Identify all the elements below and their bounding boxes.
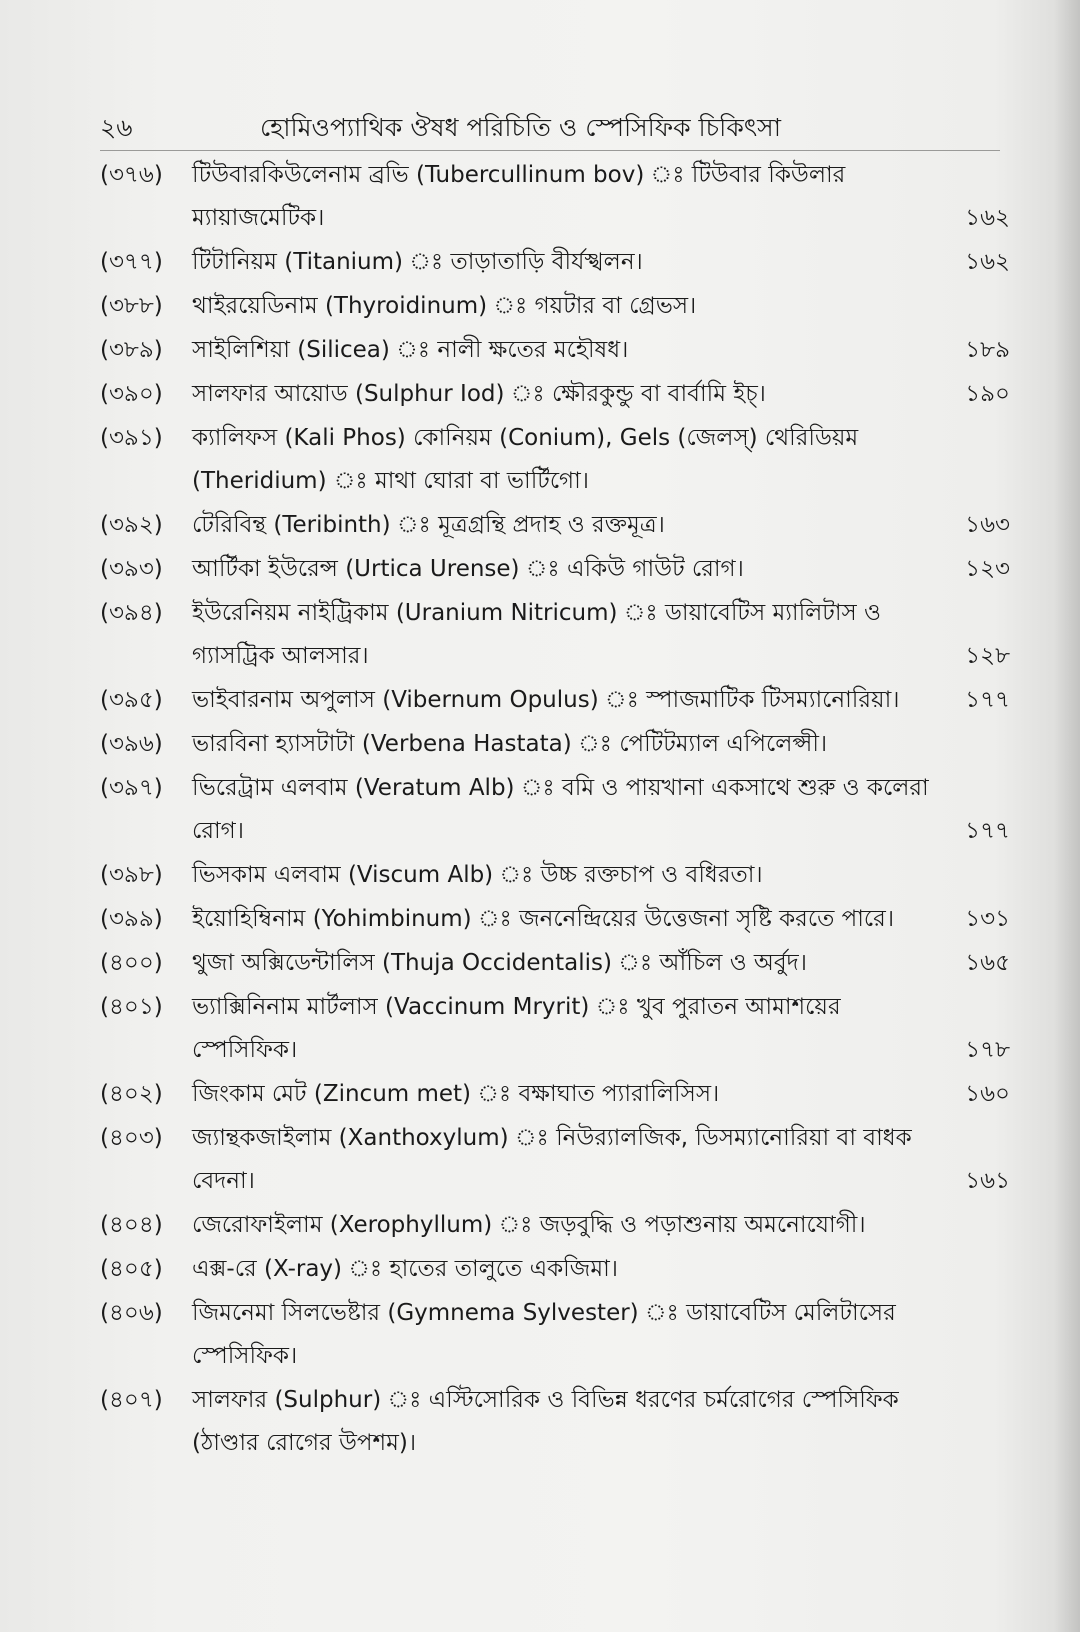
entry-body — [192, 1117, 1010, 1203]
entry-text: টিটানিয়ম (Titanium) ঃ তাড়াতাড়ি বীর্যস্খলন। — [192, 249, 643, 275]
entry-text: ভ্যাক্সিনিনাম মার্টলাস (Vaccinum Mryrit) ঃ খুব পুরাতন আমাশয়ের — [192, 994, 841, 1020]
entry-line — [192, 854, 1010, 897]
entry-body — [192, 241, 1010, 284]
entry-body — [192, 417, 1010, 503]
page-reference: ১৬৫ — [965, 950, 1010, 976]
entry-text: টিউবারকিউলেনাম ব্রভি (Tubercullinum bov) ঃ টিউবার কিউলার — [192, 162, 846, 188]
page-reference: ১৮৯ — [965, 337, 1010, 363]
entry-body — [192, 592, 1010, 678]
entry-line — [192, 548, 1010, 591]
entry-text: স্পেসিফিক। — [192, 1343, 298, 1369]
remedy-entry — [100, 285, 1010, 328]
entry-line — [192, 154, 1010, 197]
entry-line — [192, 1292, 1010, 1335]
page-reference: ১৬৩ — [965, 512, 1010, 538]
entry-number: (৪০৫) — [100, 1256, 163, 1282]
entry-line — [192, 1117, 1010, 1160]
remedy-entry — [100, 329, 1010, 372]
remedy-entry — [100, 1292, 1010, 1378]
entry-text: আর্টিকা ইউরেন্স (Urtica Urense) ঃ একিউ গাউট রোগ। — [192, 556, 744, 582]
entry-line — [192, 1248, 1010, 1291]
entry-number: (৩৭৬) — [100, 162, 163, 188]
entry-number: (৩৭৭) — [100, 249, 163, 275]
entry-number: (৪০৬) — [100, 1300, 163, 1326]
entry-line — [192, 898, 1010, 941]
entry-number: (৩৮৮) — [100, 293, 163, 319]
entry-number: (৪০০) — [100, 950, 163, 976]
entry-text: ভিসকাম এলবাম (Viscum Alb) ঃ উচ্চ রক্তচাপ ও বধিরতা। — [192, 862, 763, 888]
entry-text: জ্যান্থকজাইলাম (Xanthoxylum) ঃ নিউর‍্যালজিক, ডিসম্যানোরিয়া বা বাধক — [192, 1125, 912, 1151]
entry-body — [192, 504, 1010, 547]
entry-number: (৪০৭) — [100, 1387, 163, 1413]
page-reference: ১৭৭ — [965, 687, 1010, 713]
entry-text: জিংকাম মেট (Zincum met) ঃ বক্ষাঘাত প্যারালিসিস। — [192, 1081, 720, 1107]
entry-text: গ্যাসট্রিক আলসার। — [192, 643, 369, 669]
entry-text: সাইলিশিয়া (Silicea) ঃ নালী ক্ষতের মহৌষধ। — [192, 337, 629, 363]
entry-body — [192, 1292, 1010, 1378]
remedy-entry — [100, 942, 1010, 985]
remedy-entry — [100, 504, 1010, 547]
entry-text: ভিরেট্রাম এলবাম (Veratum Alb) ঃ বমি ও পায়খানা একসাথে শুরু ও কলেরা — [192, 775, 929, 801]
entry-text: স্পেসিফিক। — [192, 1037, 298, 1063]
remedy-entry — [100, 417, 1010, 503]
entry-body — [192, 854, 1010, 897]
entry-text: ইয়োহিম্বিনাম (Yohimbinum) ঃ জননেন্দ্রিয়ের উত্তেজনা সৃষ্টি করতে পারে। — [192, 906, 895, 932]
page-reference: ১২৩ — [965, 556, 1010, 582]
entry-text: থুজা অক্সিডেন্টালিস (Thuja Occidentalis) ঃ আঁচিল ও অর্বুদ। — [192, 950, 807, 976]
entry-number: (৩৯১) — [100, 425, 163, 451]
entry-body — [192, 548, 1010, 591]
entry-text: ম্যায়াজমেটিক। — [192, 205, 325, 231]
entry-number: (৪০৪) — [100, 1212, 163, 1238]
remedy-entry — [100, 241, 1010, 284]
remedy-entry — [100, 898, 1010, 941]
entry-number: (৩৯৮) — [100, 862, 163, 888]
entry-line — [192, 285, 1010, 328]
entry-body — [192, 942, 1010, 985]
remedy-entry — [100, 767, 1010, 853]
entry-line — [192, 1160, 1010, 1203]
page-reference: ১৬০ — [965, 1081, 1010, 1107]
remedy-entry — [100, 1248, 1010, 1291]
entry-number: (৪০১) — [100, 994, 163, 1020]
page-reference: ১২৮ — [965, 643, 1010, 669]
entry-line — [192, 1029, 1010, 1072]
entry-line — [192, 635, 1010, 678]
entry-line — [192, 723, 1010, 766]
entry-line — [192, 1335, 1010, 1378]
remedy-entry — [100, 1379, 1010, 1465]
entry-body — [192, 1204, 1010, 1247]
entry-text: ভাইবারনাম অপুলাস (Vibernum Opulus) ঃ স্পাজমাটিক টিসম্যানোরিয়া। — [192, 687, 900, 713]
entry-line — [192, 942, 1010, 985]
entry-text: ইউরেনিয়ম নাইট্রিকাম (Uranium Nitricum) ঃ ডায়াবেটিস ম্যালিটাস ও — [192, 600, 881, 626]
entry-number: (৩৯৭) — [100, 775, 163, 801]
entry-body — [192, 154, 1010, 240]
entry-body — [192, 986, 1010, 1072]
entry-body — [192, 723, 1010, 766]
entry-text: রোগ। — [192, 818, 244, 844]
remedy-entry — [100, 1204, 1010, 1247]
entry-line — [192, 417, 1010, 460]
entry-text: ভারবিনা হ্যাসটাটা (Verbena Hastata) ঃ পেটিটম্যাল এপিলেপ্সী। — [192, 731, 828, 757]
entry-body — [192, 1073, 1010, 1116]
running-title: হোমিওপ্যাথিক ঔষধ পরিচিতি ও স্পেসিফিক চিকিৎসা — [260, 113, 781, 142]
remedy-entry — [100, 1117, 1010, 1203]
entry-number: (৩৯২) — [100, 512, 163, 538]
remedy-entry — [100, 373, 1010, 416]
header-divider — [100, 150, 1000, 151]
remedy-entry — [100, 986, 1010, 1072]
remedy-entry — [100, 548, 1010, 591]
page-number: ২৬ — [100, 113, 133, 142]
entry-text: (Theridium) ঃ মাথা ঘোরা বা ভার্টিগো। — [192, 468, 590, 494]
entry-body — [192, 767, 1010, 853]
entry-line — [192, 592, 1010, 635]
entry-line — [192, 373, 1010, 416]
entry-number: (৩৯৯) — [100, 906, 163, 932]
entry-line — [192, 1422, 1010, 1465]
page-reference: ১৭৮ — [965, 1037, 1010, 1063]
entry-number: (৩৯৩) — [100, 556, 163, 582]
entry-line — [192, 679, 1010, 722]
entry-body — [192, 1379, 1010, 1465]
remedy-entry — [100, 679, 1010, 722]
entry-text: (ঠাণ্ডার রোগের উপশম)। — [192, 1430, 417, 1456]
entry-list — [100, 154, 1010, 1466]
entry-number: (৩৮৯) — [100, 337, 163, 363]
entry-text: জিমনেমা সিলভেষ্টার (Gymnema Sylvester) ঃ ডায়াবেটিস মেলিটাসের — [192, 1300, 896, 1326]
page-reference: ১৬২ — [965, 249, 1010, 275]
entry-number: (৩৯৬) — [100, 731, 163, 757]
entry-line — [192, 767, 1010, 810]
entry-text: জেরোফাইলাম (Xerophyllum) ঃ জড়বুদ্ধি ও পড়াশুনায় অমনোযোগী। — [192, 1212, 866, 1238]
remedy-entry — [100, 854, 1010, 897]
entry-line — [192, 197, 1010, 240]
entry-line — [192, 329, 1010, 372]
entry-text: সালফার আয়োড (Sulphur Iod) ঃ ক্ষৌরকুন্ডু বা বার্বামি ইচ্। — [192, 381, 766, 407]
entry-number: (৪০২) — [100, 1081, 163, 1107]
entry-text: থাইরয়েডিনাম (Thyroidinum) ঃ গয়টার বা গ্রেভস। — [192, 293, 697, 319]
entry-number: (৩৯৫) — [100, 687, 163, 713]
page-reference: ১৩১ — [965, 906, 1010, 932]
remedy-entry — [100, 592, 1010, 678]
entry-text: সালফার (Sulphur) ঃ এস্টিসোরিক ও বিভিন্ন ধরণের চর্মরোগের স্পেসিফিক — [192, 1387, 899, 1413]
entry-line — [192, 810, 1010, 853]
entry-body — [192, 285, 1010, 328]
remedy-entry — [100, 1073, 1010, 1116]
page-reference: ১৬২ — [965, 205, 1010, 231]
entry-number: (৩৯৪) — [100, 600, 163, 626]
entry-line — [192, 1204, 1010, 1247]
entry-body — [192, 898, 1010, 941]
entry-line — [192, 504, 1010, 547]
entry-line — [192, 986, 1010, 1029]
entry-line — [192, 241, 1010, 284]
entry-body — [192, 373, 1010, 416]
remedy-entry — [100, 723, 1010, 766]
entry-number: (৪০৩) — [100, 1125, 163, 1151]
page-spine-shadow — [1054, 0, 1080, 1632]
entry-body — [192, 329, 1010, 372]
page-header — [100, 108, 1000, 148]
entry-line — [192, 1073, 1010, 1116]
entry-text: টেরিবিন্থ (Teribinth) ঃ মূত্রগ্রন্থি প্রদাহ ও রক্তমূত্র। — [192, 512, 665, 538]
page-reference: ১৬১ — [965, 1168, 1010, 1194]
entry-line — [192, 1379, 1010, 1422]
entry-line — [192, 460, 1010, 503]
entry-body — [192, 679, 1010, 722]
entry-number: (৩৯০) — [100, 381, 163, 407]
entry-text: বেদনা। — [192, 1168, 255, 1194]
remedy-entry — [100, 154, 1010, 240]
page-reference: ১৯০ — [965, 381, 1010, 407]
page-reference: ১৭৭ — [965, 818, 1010, 844]
entry-text: ক্যালিফস (Kali Phos) কোনিয়ম (Conium), Gels (জেলস্) থেরিডিয়ম — [192, 425, 859, 451]
entry-text: এক্স-রে (X-ray) ঃ হাতের তালুতে একজিমা। — [192, 1256, 618, 1282]
entry-body — [192, 1248, 1010, 1291]
